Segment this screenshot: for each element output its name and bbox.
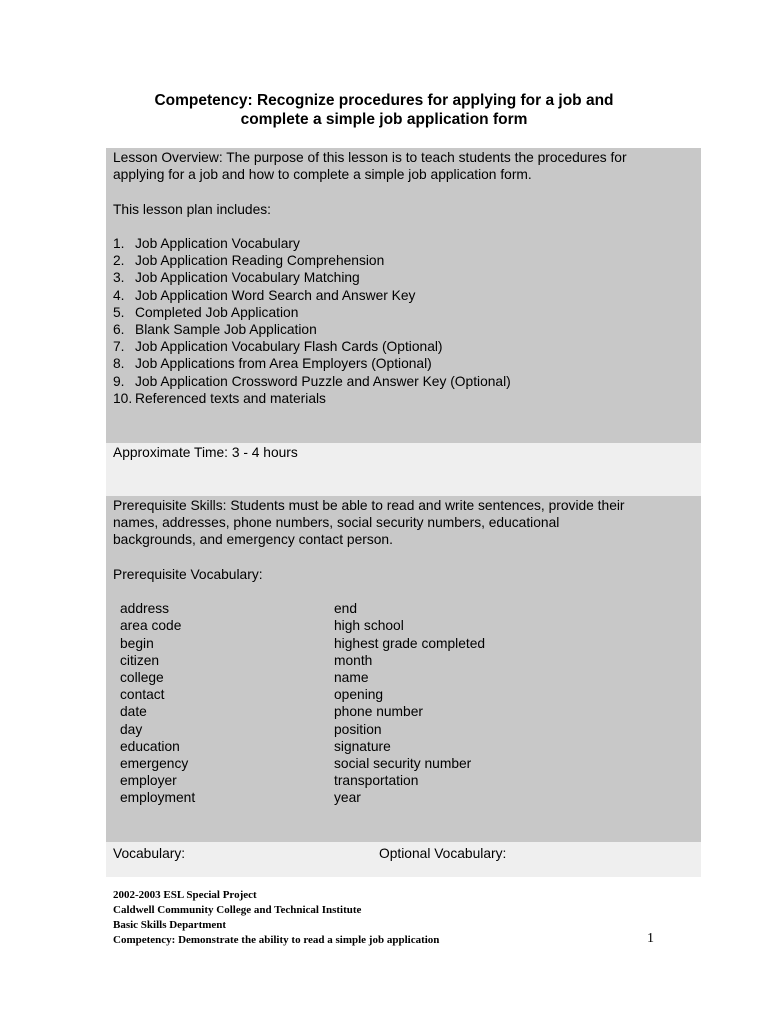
title-line-1: Competency: Recognize procedures for applying for a job and: [154, 92, 614, 109]
footer-line-3: Basic Skills Department: [113, 919, 227, 931]
overview-intro-line-2: applying for a job and how to complete a simple job application form.: [113, 167, 532, 183]
lesson-items-list: [113, 235, 694, 407]
vocab-word: transportation: [334, 773, 419, 789]
vocab-word: high school: [334, 618, 404, 634]
vocab-word: address: [120, 601, 170, 617]
includes-label: This lesson plan includes:: [113, 201, 271, 217]
prerequisite-section: [106, 496, 701, 842]
vocab-word: opening: [334, 687, 384, 703]
prereq-vocab-table: [113, 600, 694, 806]
overview-intro-line-1: Lesson Overview: The purpose of this lesson is to teach students the procedures for: [113, 150, 627, 165]
list-item: 2. Job Application Reading Comprehension: [113, 253, 385, 269]
vocab-word: education: [120, 738, 180, 754]
prereq-line-3: backgrounds, and emergency contact person.: [113, 532, 393, 548]
lesson-overview-section: [106, 148, 701, 443]
vocab-word: citizen: [120, 652, 160, 668]
vocab-column-1: [120, 600, 334, 806]
optional-vocabulary-label: Optional Vocabulary:: [379, 846, 507, 861]
footer-line-1: 2002-2003 ESL Special Project: [113, 889, 257, 901]
vocabulary-section: [106, 842, 701, 877]
list-item: 5. Completed Job Application: [113, 304, 299, 320]
list-item: 1. Job Application Vocabulary: [113, 235, 300, 251]
vocab-word: end: [334, 601, 358, 617]
vocab-word: date: [120, 704, 147, 720]
vocab-word: emergency: [120, 756, 189, 772]
footer-line-4: Competency: Demonstrate the ability to read a simple job application: [113, 934, 440, 946]
vocab-word: signature: [334, 738, 391, 754]
list-item: 9. Job Application Crossword Puzzle and Answer Key (Optional): [113, 373, 511, 389]
vocab-word: contact: [120, 687, 165, 703]
vocab-word: year: [334, 790, 361, 806]
vocab-word: highest grade completed: [334, 635, 486, 651]
prereq-line-2: names, addresses, phone numbers, social security numbers, educational: [113, 515, 560, 531]
vocab-word: social security number: [334, 756, 472, 772]
list-item: 3. Job Application Vocabulary Matching: [113, 270, 360, 286]
prereq-vocab-label: Prerequisite Vocabulary:: [113, 566, 263, 582]
vocab-word: month: [334, 652, 373, 668]
list-item: 6. Blank Sample Job Application: [113, 322, 317, 337]
approximate-time-section: [106, 443, 701, 496]
page-title: [100, 91, 668, 129]
title-line-2: complete a simple job application form: [240, 111, 528, 128]
vocab-word: employment: [120, 790, 196, 806]
vocab-word: college: [120, 670, 164, 685]
vocabulary-label: Vocabulary:: [113, 846, 186, 861]
vocab-word: area code: [120, 618, 182, 634]
footer-line-2: Caldwell Community College and Technical Institute: [113, 904, 362, 916]
page-footer: [113, 888, 658, 948]
list-item: 4. Job Application Word Search and Answer Key: [113, 287, 416, 303]
list-item: 7. Job Application Vocabulary Flash Cards (Optional): [113, 339, 443, 355]
approximate-time: Approximate Time: 3 - 4 hours: [113, 445, 298, 460]
page-number: 1: [647, 931, 654, 946]
list-item: 10. Referenced texts and materials: [113, 390, 326, 406]
vocab-word: begin: [120, 635, 154, 651]
vocab-word: day: [120, 721, 143, 737]
prereq-line-1: Prerequisite Skills: Students must be able to read and write sentences, provide their: [113, 498, 625, 513]
vocab-word: name: [334, 670, 369, 685]
vocab-word: phone number: [334, 704, 423, 720]
vocab-column-2: [334, 600, 548, 806]
vocab-word: position: [334, 721, 382, 737]
vocab-word: employer: [120, 773, 177, 789]
list-item: 8. Job Applications from Area Employers (Optional): [113, 356, 432, 372]
